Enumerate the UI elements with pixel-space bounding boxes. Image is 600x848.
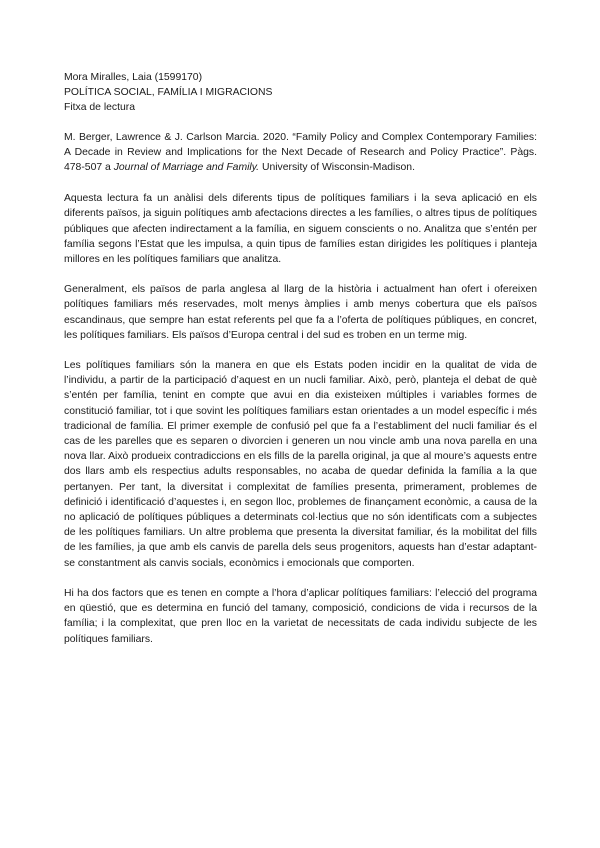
citation-publisher: University of Wisconsin-Madison. [261, 162, 415, 174]
paragraph-countries: Generalment, els països de parla anglesa al llarg de la història i actualment han ofert i ofereixen polítiques familiars més reservades, molt menys àmplies i amb menys cobertura que els països escandinaus, que sempre han estat referents pel que fa a l’oferta de polítiques públiques, en concret, les polítiques familiars. Els països d’Europa central i del sud es troben en un terme mig. [64, 284, 537, 341]
document-header [64, 70, 537, 116]
author-line: Mora Miralles, Laia (1599170) [64, 72, 203, 83]
bibliographic-citation [64, 130, 537, 176]
paragraph-family-policies: Les polítiques familiars són la manera en que els Estats poden incidir en la qualitat de vida de l’individu, a partir de la participació d’aquest en un nucli familiar. Això, però, planteja el debat de què s’entén per família, tenint en compte que avui en dia existeixen múltiples i variables formes de constitució familiar, tot i que sovint les polítiques familiars estan orientades a un model específic i més tradicional de família. El primer exemple de confusió pel que fa a l’establiment del nucli familiar és el cas de les parelles que es separen o divorcien i generen un nou vincle amb una nova parella en una nova llar. Això produeix contradiccions en els fills de la parella original, ja que al moure’s aquests entre dos llars amb els respectius adults responsables, no acaba de quedar definida la família a la que pertanyen. Per tant, la diversitat i complexitat de famílies presenta, primerament, problemes de definició i identificació d’aquestes i, en segon lloc, problemes de finançament econòmic, a causa de la no aplicació de polítiques públiques a determinats col·lectius que no són identificats com a subjectes de les polítiques familiars. Un altre problema que presenta la diversitat familiar, és la mobilitat del fills de les famílies, ja que amb els canvis de parella dels seus progenitors, aquests han d’estar adaptant-se constantment als canvis socials, econòmics i emocionals que comporten. [64, 360, 537, 569]
citation-journal: Journal of Marriage and Family. [113, 162, 260, 174]
course-title: POLÍTICA SOCIAL, FAMÍLIA I MIGRACIONS [64, 87, 273, 99]
citation-title: “Family Policy and Complex Contemporary Families: A Decade in Review and Implications for the Next Decade of Research and Policy Practice”. [64, 131, 538, 158]
document-type: Fitxa de lectura [64, 102, 136, 114]
citation-pages: Pàgs. 478-507 a [64, 146, 537, 174]
citation-authors: M. Berger, Lawrence & J. Carlson Marcia. 2020. [64, 131, 289, 143]
paragraph-summary: Aquesta lectura fa un anàlisi dels diferents tipus de polítiques familiars i la seva aplicació en els diferents països, ja siguin polítiques amb afectacions directes a les famílies, o altres tipus de polítiques públiques que afecten indirectament a la família, en siguem conscients o no. Analitza que s’entén per família segons l’Estat que les impulsa, a quin tipus de famílies estan dirigides les polítiques i planteja millores en les polítiques familiars que analitza. [64, 193, 537, 266]
paragraph-factors: Hi ha dos factors que es tenen en compte a l’hora d’aplicar polítiques familiars: l’elecció del programa en qüestió, que es determina en funció del tamany, composició, condicions de vida i recursos de la família; i la complexitat, que pren lloc en la varietat de necessitats de cada individu subjecte de les polítiques familiars. [64, 587, 537, 645]
